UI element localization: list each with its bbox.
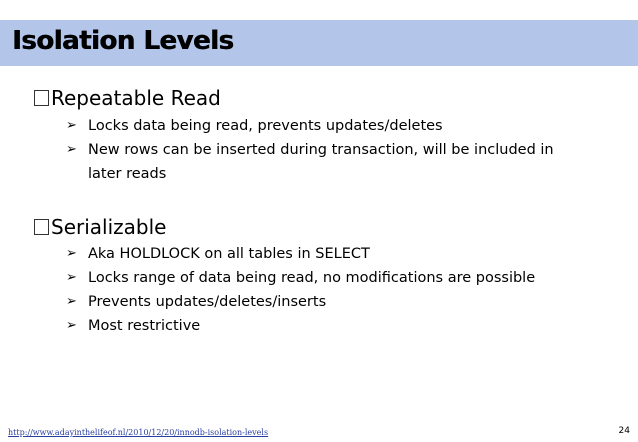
list-item xyxy=(66,138,586,186)
list-item xyxy=(66,114,586,138)
list-item xyxy=(66,314,586,338)
list-item xyxy=(66,290,586,314)
bullet-list-serializable xyxy=(66,242,586,338)
bullet-text: New rows can be inserted during transaction, will be included in later reads xyxy=(88,142,554,182)
bullet-text: Most restrictive xyxy=(88,318,201,334)
section-heading-serializable xyxy=(34,215,166,239)
bullet-text: Locks range of data being read, no modifications are possible xyxy=(88,270,536,286)
bullet-list-repeatable-read xyxy=(66,114,586,186)
bullet-text: Aka HOLDLOCK on all tables in SELECT xyxy=(88,246,370,262)
arrow-bullet-icon: ➢ xyxy=(66,142,77,157)
section-heading-label: Serializable xyxy=(51,215,167,239)
section-heading-repeatable-read xyxy=(34,86,221,110)
arrow-bullet-icon: ➢ xyxy=(66,246,77,261)
arrow-bullet-icon: ➢ xyxy=(66,318,77,333)
arrow-bullet-icon: ➢ xyxy=(66,118,77,133)
checkbox-icon xyxy=(34,90,49,106)
arrow-bullet-icon: ➢ xyxy=(66,270,77,285)
arrow-bullet-icon: ➢ xyxy=(66,294,77,309)
section-heading-label: Repeatable Read xyxy=(51,86,221,110)
list-item xyxy=(66,266,586,290)
slide-title: Isolation Levels xyxy=(12,26,234,56)
page-number: 24 xyxy=(618,426,630,436)
list-item xyxy=(66,242,586,266)
bullet-text: Locks data being read, prevents updates/deletes xyxy=(88,118,443,134)
checkbox-icon xyxy=(34,219,49,235)
source-link[interactable]: http://www.adayinthelifeof.nl/2010/12/20/innodb-isolation-levels xyxy=(8,428,269,437)
bullet-text: Prevents updates/deletes/inserts xyxy=(88,294,327,310)
